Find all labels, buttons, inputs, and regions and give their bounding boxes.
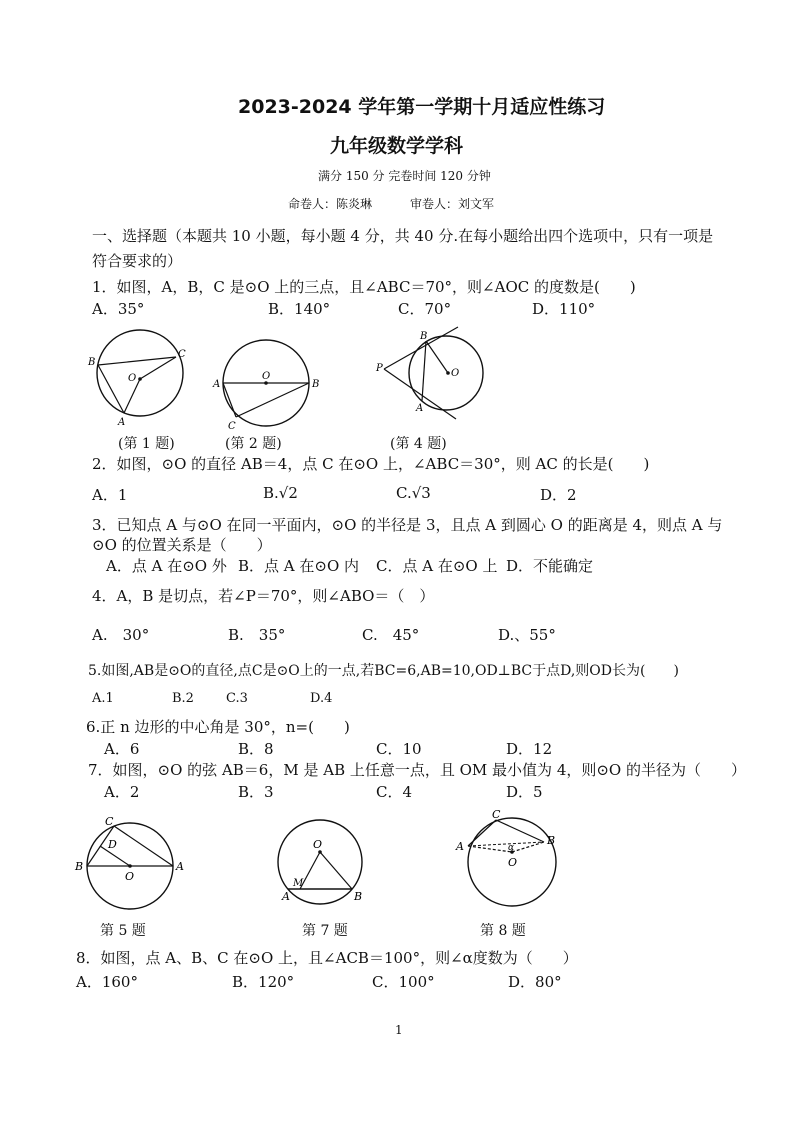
- svg-text:C: C: [492, 810, 501, 821]
- q1-option-b: B．140°: [268, 300, 331, 318]
- q7-option-a: A．2: [104, 783, 140, 801]
- figure-7: [278, 820, 362, 904]
- q5-option-d: D.4: [310, 691, 333, 706]
- figure-1: [87, 330, 186, 428]
- figure-7-caption: 第 7 题: [302, 923, 348, 939]
- reviewer-label: 审卷人：刘文军: [410, 197, 495, 211]
- q8-option-c: C．100°: [372, 973, 435, 991]
- svg-text:α: α: [508, 843, 515, 853]
- question-3-stem-cont: ⊙O 的位置关系是（ ）: [92, 536, 272, 554]
- svg-text:B: B: [420, 331, 428, 342]
- svg-text:O: O: [128, 373, 137, 384]
- svg-text:D: D: [108, 838, 117, 851]
- q4-option-d: D.、55°: [498, 626, 556, 644]
- q2-option-a: A．1: [92, 486, 128, 504]
- svg-text:B: B: [354, 890, 363, 903]
- svg-text:A: A: [416, 403, 424, 414]
- svg-text:B: B: [88, 357, 96, 368]
- q5-option-a: A.1: [92, 691, 114, 706]
- q1-option-a: A．35°: [92, 300, 145, 318]
- svg-text:O: O: [313, 838, 323, 851]
- figure-4: [375, 327, 483, 419]
- question-2-stem: 2．如图，⊙O 的直径 AB＝4，点 C 在⊙O 上，∠ABC＝30°，则 AC 的长是( ): [92, 455, 650, 473]
- question-5-stem: 5.如图,AB是⊙O的直径,点C是⊙O上的一点,若BC=6,AB=10,OD⊥BC于点D,则OD长为( ): [88, 663, 679, 679]
- figure-1-caption: (第 1 题): [118, 436, 175, 452]
- figure-8: [455, 810, 556, 906]
- q3-option-c: C．点 A 在⊙O 上: [376, 557, 498, 575]
- q2-option-b: B.√2: [263, 484, 298, 502]
- svg-text:B: B: [75, 860, 84, 873]
- svg-text:A: A: [456, 840, 464, 853]
- q3-option-a: A．点 A 在⊙O 外: [106, 557, 227, 575]
- svg-text:O: O: [508, 856, 518, 869]
- svg-text:C: C: [228, 421, 236, 432]
- svg-text:A: A: [118, 417, 126, 428]
- question-4-stem: 4．A，B 是切点，若∠P＝70°，则∠ABO＝（ ）: [92, 587, 435, 605]
- svg-text:A: A: [176, 860, 184, 873]
- q4-option-b: B. 35°: [228, 626, 286, 644]
- q5-option-c: C.3: [226, 691, 248, 706]
- svg-text:C: C: [105, 815, 114, 828]
- q5-option-b: B.2: [172, 691, 194, 706]
- svg-text:A: A: [213, 379, 221, 390]
- q3-option-d: D．不能确定: [506, 557, 594, 575]
- q4-option-a: A. 30°: [92, 626, 150, 644]
- section-heading-cont: 符合要求的）: [92, 252, 183, 270]
- q6-option-d: D．12: [506, 740, 553, 758]
- svg-text:M: M: [293, 878, 304, 889]
- q4-option-c: C. 45°: [362, 626, 420, 644]
- figure-4-caption: (第 4 题): [390, 436, 447, 452]
- q1-option-d: D．110°: [532, 300, 596, 318]
- setter-label: 命卷人：陈炎琳: [288, 197, 373, 211]
- figures-row-2: [70, 810, 590, 912]
- figure-2: [212, 340, 319, 432]
- q2-option-c: C.√3: [396, 484, 431, 502]
- page-number: 1: [395, 1023, 403, 1037]
- figure-8-caption: 第 8 题: [480, 923, 526, 939]
- svg-text:O: O: [262, 371, 271, 382]
- q8-option-d: D．80°: [508, 973, 562, 991]
- svg-text:C: C: [178, 349, 186, 360]
- q1-option-c: C．70°: [398, 300, 452, 318]
- svg-text:B: B: [312, 379, 320, 390]
- figure-5-caption: 第 5 题: [100, 923, 146, 939]
- svg-text:A: A: [282, 890, 290, 903]
- question-3-stem: 3．已知点 A 与⊙O 在同一平面内，⊙O 的半径是 3，且点 A 到圆心 O 的距离是 4，则点 A 与: [92, 516, 723, 534]
- svg-text:O: O: [451, 368, 460, 379]
- svg-text:P: P: [376, 363, 383, 374]
- figure-2-caption: (第 2 题): [225, 436, 282, 452]
- exam-title: 2023-2024 学年第一学期十月适应性练习: [238, 96, 606, 118]
- section-heading: 一、选择题（本题共 10 小题，每小题 4 分，共 40 分.在每小题给出四个选项中，只有一项是: [92, 227, 714, 245]
- q3-option-b: B．点 A 在⊙O 内: [238, 557, 360, 575]
- q7-option-b: B．3: [238, 783, 274, 801]
- q7-option-c: C．4: [376, 783, 413, 801]
- q6-option-a: A．6: [104, 740, 140, 758]
- exam-meta: 满分 150 分 完卷时间 120 分钟: [318, 169, 491, 183]
- q8-option-a: A．160°: [76, 973, 138, 991]
- figure-5: [74, 815, 184, 909]
- subject-title: 九年级数学学科: [330, 135, 464, 157]
- question-7-stem: 7．如图，⊙O 的弦 AB＝6，M 是 AB 上任意一点，且 OM 最小值为 4，则⊙O 的半径为（ ）: [88, 761, 747, 779]
- q8-option-b: B．120°: [232, 973, 295, 991]
- svg-text:O: O: [125, 870, 135, 883]
- q2-option-d: D．2: [540, 486, 577, 504]
- question-1-stem: 1．如图，A，B，C 是⊙O 上的三点，且∠ABC＝70°，则∠AOC 的度数是( ): [92, 278, 636, 296]
- q6-option-c: C．10: [376, 740, 422, 758]
- q7-option-d: D．5: [506, 783, 543, 801]
- question-6-stem: 6.正 n 边形的中心角是 30°，n=( ): [86, 718, 350, 736]
- question-8-stem: 8．如图，点 A、B、C 在⊙O 上，且∠ACB＝100°，则∠α度数为（ ）: [76, 949, 578, 967]
- figures-row-1: [80, 325, 500, 435]
- q6-option-b: B．8: [238, 740, 274, 758]
- svg-text:B: B: [547, 834, 556, 847]
